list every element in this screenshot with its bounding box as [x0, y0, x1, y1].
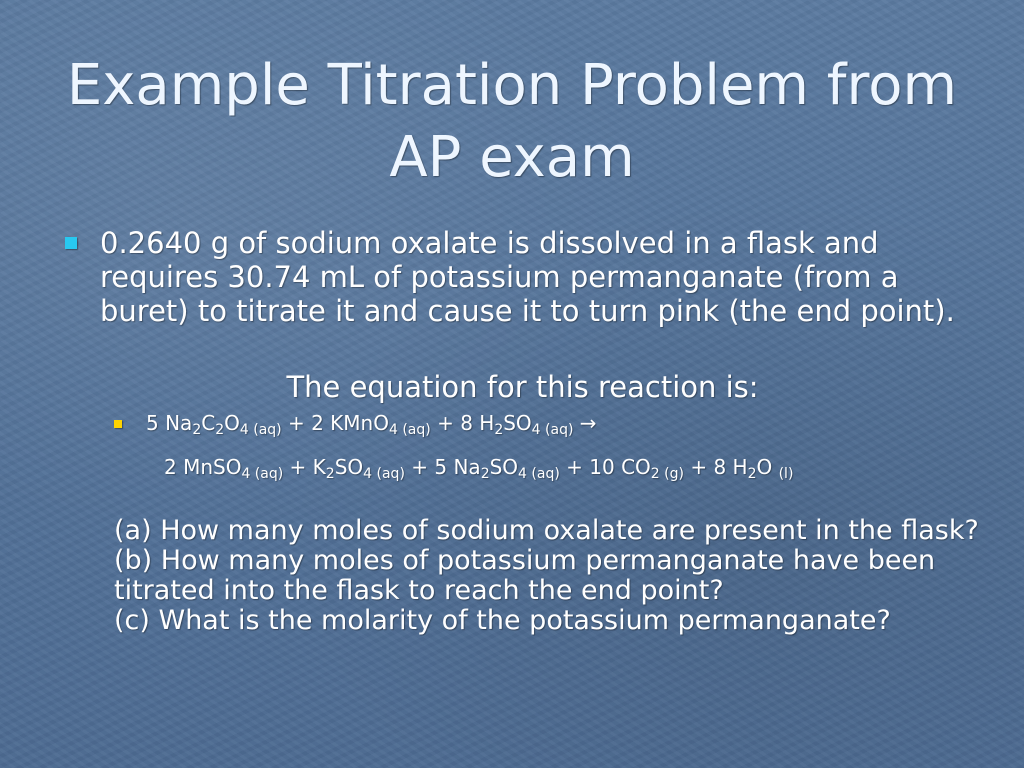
sub-bullet-square-icon: [114, 420, 122, 428]
bullet-square-icon: [65, 237, 77, 249]
questions-block: [114, 516, 984, 636]
slide-title: Example Titration Problem from AP exam: [66, 53, 958, 190]
equation-reactants: 5 $Na_2C_2O_{4 (aq)} + 2$ KMnO$_{4 (aq)}$ + 8 $H_2SO_{4 (aq)}$ →: [146, 411, 597, 438]
reaction-arrow-icon: →: [579, 411, 597, 435]
question-b: (b) How many moles of potassium permanganate have been titrated into the flask to reach the end point?: [114, 545, 936, 606]
bullet-text: 0.2640 g of sodium oxalate is dissolved in a flask and requires 30.74 mL of potassium permanganate (from a buret) to titrate it and cause it to turn pink (the end point).: [100, 226, 955, 328]
equation-products: 2 MnSO$_{4 (aq)}$ + $K_2SO_{4 (aq)} + 5$ $Na_2SO_{4 (aq)} + 10$ $CO_{2 (g)} + 8$ $H_2O$ $_{(l)}$: [164, 455, 794, 482]
equation-intro: The equation for this reaction is:: [286, 370, 759, 404]
question-c: (c) What is the molarity of the potassium permanganate?: [114, 605, 891, 636]
question-a: (a) How many moles of sodium oxalate are present in the flask?: [114, 515, 979, 546]
